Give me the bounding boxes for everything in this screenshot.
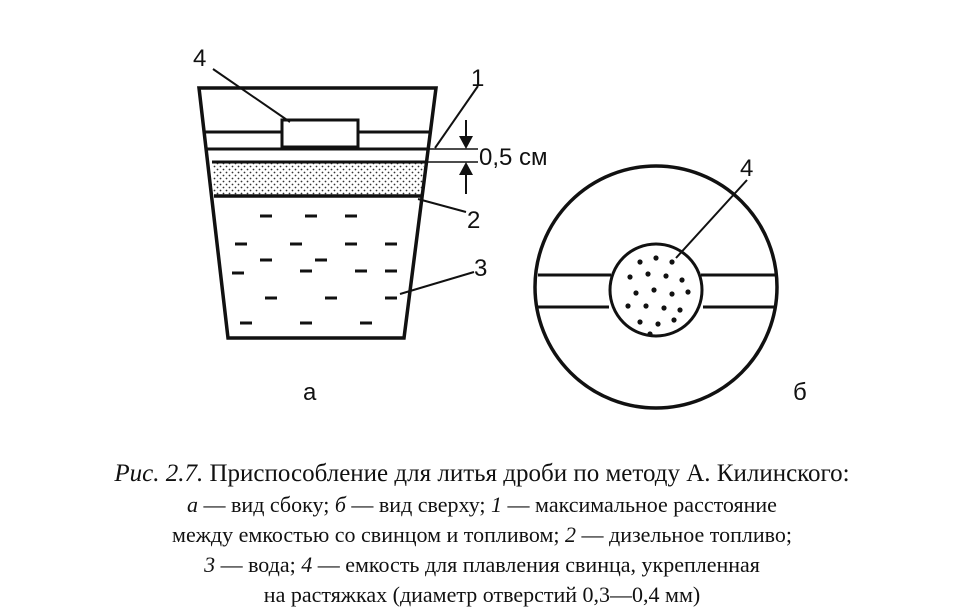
caption-title-line: [0, 458, 964, 490]
leader-line-4-top: [676, 180, 747, 258]
caption-run: — дизельное топливо;: [576, 522, 792, 547]
caption-run: — вид сбоку;: [198, 492, 335, 517]
caption-run: а: [187, 492, 199, 517]
dimension-arrow-top-head: [459, 136, 473, 149]
hole-dot: [653, 255, 658, 260]
hole-dot: [679, 277, 684, 282]
hole-dot: [655, 321, 660, 326]
callout-label-2: 2: [467, 207, 481, 234]
caption-run: 2: [565, 522, 576, 547]
caption-run: 3: [204, 552, 216, 577]
view-label-b: б: [793, 379, 807, 406]
callout-label-4-top: 4: [740, 155, 754, 182]
side-view: [193, 45, 548, 406]
hole-dot: [637, 319, 642, 324]
water-dashes: [232, 216, 397, 323]
callout-label-4: 4: [193, 45, 207, 72]
caption-run: б: [334, 492, 346, 517]
leader-line-2: [418, 199, 466, 212]
caption-run: на растяжках (диаметр отверстий 0,3—0,4 мм): [263, 582, 701, 607]
hole-dot: [637, 259, 642, 264]
figure-caption: [0, 458, 964, 610]
dimension-label: 0,5 см: [479, 144, 548, 171]
callout-label-3: 3: [474, 255, 488, 282]
hole-dot: [677, 307, 682, 312]
callout-label-1: 1: [471, 65, 485, 92]
caption-run: — максимальное расстояние: [502, 492, 777, 517]
caption-fig-ref: Рис. 2.7.: [114, 460, 204, 487]
caption-line-4: [0, 550, 964, 580]
hole-dot: [647, 331, 652, 336]
hole-dot: [651, 287, 656, 292]
caption-run: между емкостью со свинцом и топливом;: [172, 522, 565, 547]
caption-line-5: [0, 580, 964, 610]
hole-dot: [669, 291, 674, 296]
hole-dot: [643, 303, 648, 308]
caption-line-2: [0, 490, 964, 520]
caption-run: — вид сверху;: [345, 492, 492, 517]
hole-dot: [625, 303, 630, 308]
leader-line-1: [435, 86, 478, 148]
hole-dot: [661, 305, 666, 310]
caption-line-3: [0, 520, 964, 550]
hole-dot: [669, 259, 674, 264]
caption-run: — вода;: [215, 552, 302, 577]
top-view: [535, 155, 807, 408]
hole-dot: [671, 317, 676, 322]
dimension-arrow-bottom-head: [459, 162, 473, 175]
hole-dot: [633, 290, 638, 295]
caption-run: 4: [301, 552, 313, 577]
hole-dot: [627, 274, 632, 279]
fuel-layer: [213, 162, 424, 196]
hole-dot: [685, 289, 690, 294]
hole-dot: [645, 271, 650, 276]
hole-dot: [663, 273, 668, 278]
caption-title: Приспособление для литья дроби по методу А. Килинского:: [203, 460, 850, 487]
caption-run: 1: [491, 492, 503, 517]
view-label-a: а: [303, 379, 317, 406]
caption-run: — емкость для плавления свинца, укрепленная: [312, 552, 760, 577]
leader-line-4: [213, 69, 290, 122]
lead-container: [282, 120, 358, 147]
